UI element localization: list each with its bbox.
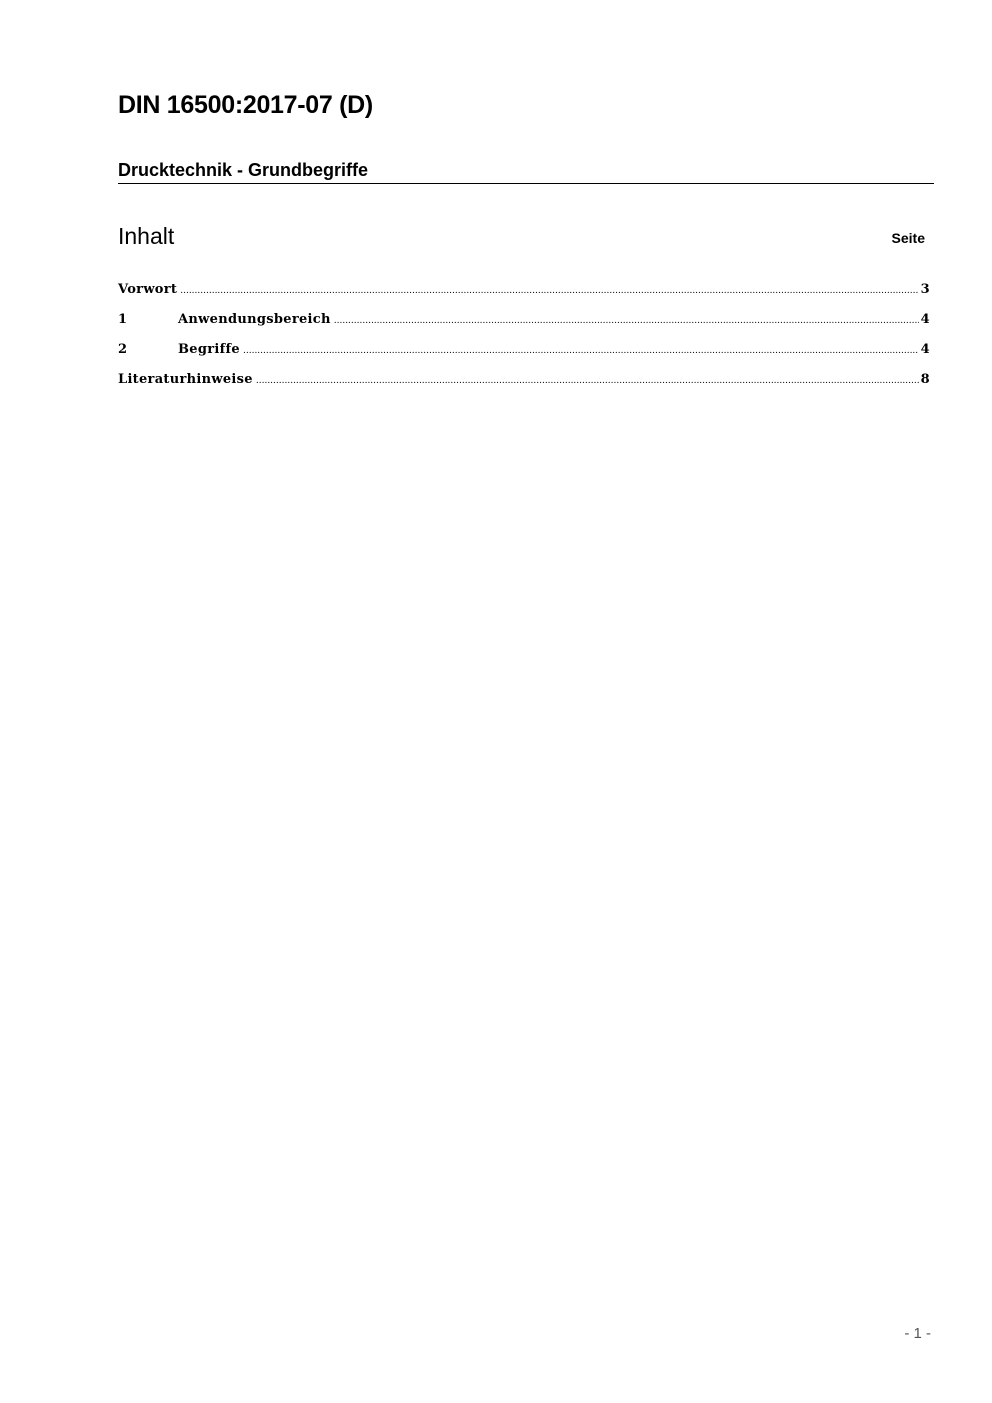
- toc-entry-page: 3: [920, 282, 930, 297]
- toc-entry-vorwort[interactable]: [118, 278, 930, 308]
- toc-entry-page: 8: [920, 372, 930, 387]
- table-of-contents: [118, 278, 930, 398]
- toc-heading: Inhalt: [118, 223, 175, 249]
- toc-entry-page: 4: [920, 312, 930, 327]
- toc-leader-dots: [180, 279, 918, 303]
- page-number: - 1 -: [904, 1325, 931, 1342]
- title-divider: [118, 183, 934, 184]
- document-id: DIN 16500:2017-07 (D): [118, 91, 373, 119]
- toc-entry-label: Vorwort: [118, 282, 178, 297]
- toc-entry-label: Literaturhinweise: [118, 372, 253, 387]
- toc-leader-dots: [243, 339, 919, 363]
- toc-entry-anwendungsbereich[interactable]: [118, 308, 930, 338]
- toc-entry-label: Begriffe: [178, 342, 240, 357]
- document-title: Drucktechnik - Grundbegriffe: [118, 160, 369, 180]
- toc-entry-literaturhinweise[interactable]: [118, 368, 930, 398]
- toc-entry-number: 1: [118, 312, 128, 327]
- toc-entry-number: 2: [118, 342, 128, 357]
- toc-entry-begriffe[interactable]: [118, 338, 930, 368]
- toc-entry-page: 4: [920, 342, 930, 357]
- toc-page-column-label: Seite: [891, 230, 925, 246]
- toc-leader-dots: [334, 309, 919, 333]
- toc-entry-label: Anwendungsbereich: [178, 312, 331, 327]
- toc-leader-dots: [256, 369, 919, 393]
